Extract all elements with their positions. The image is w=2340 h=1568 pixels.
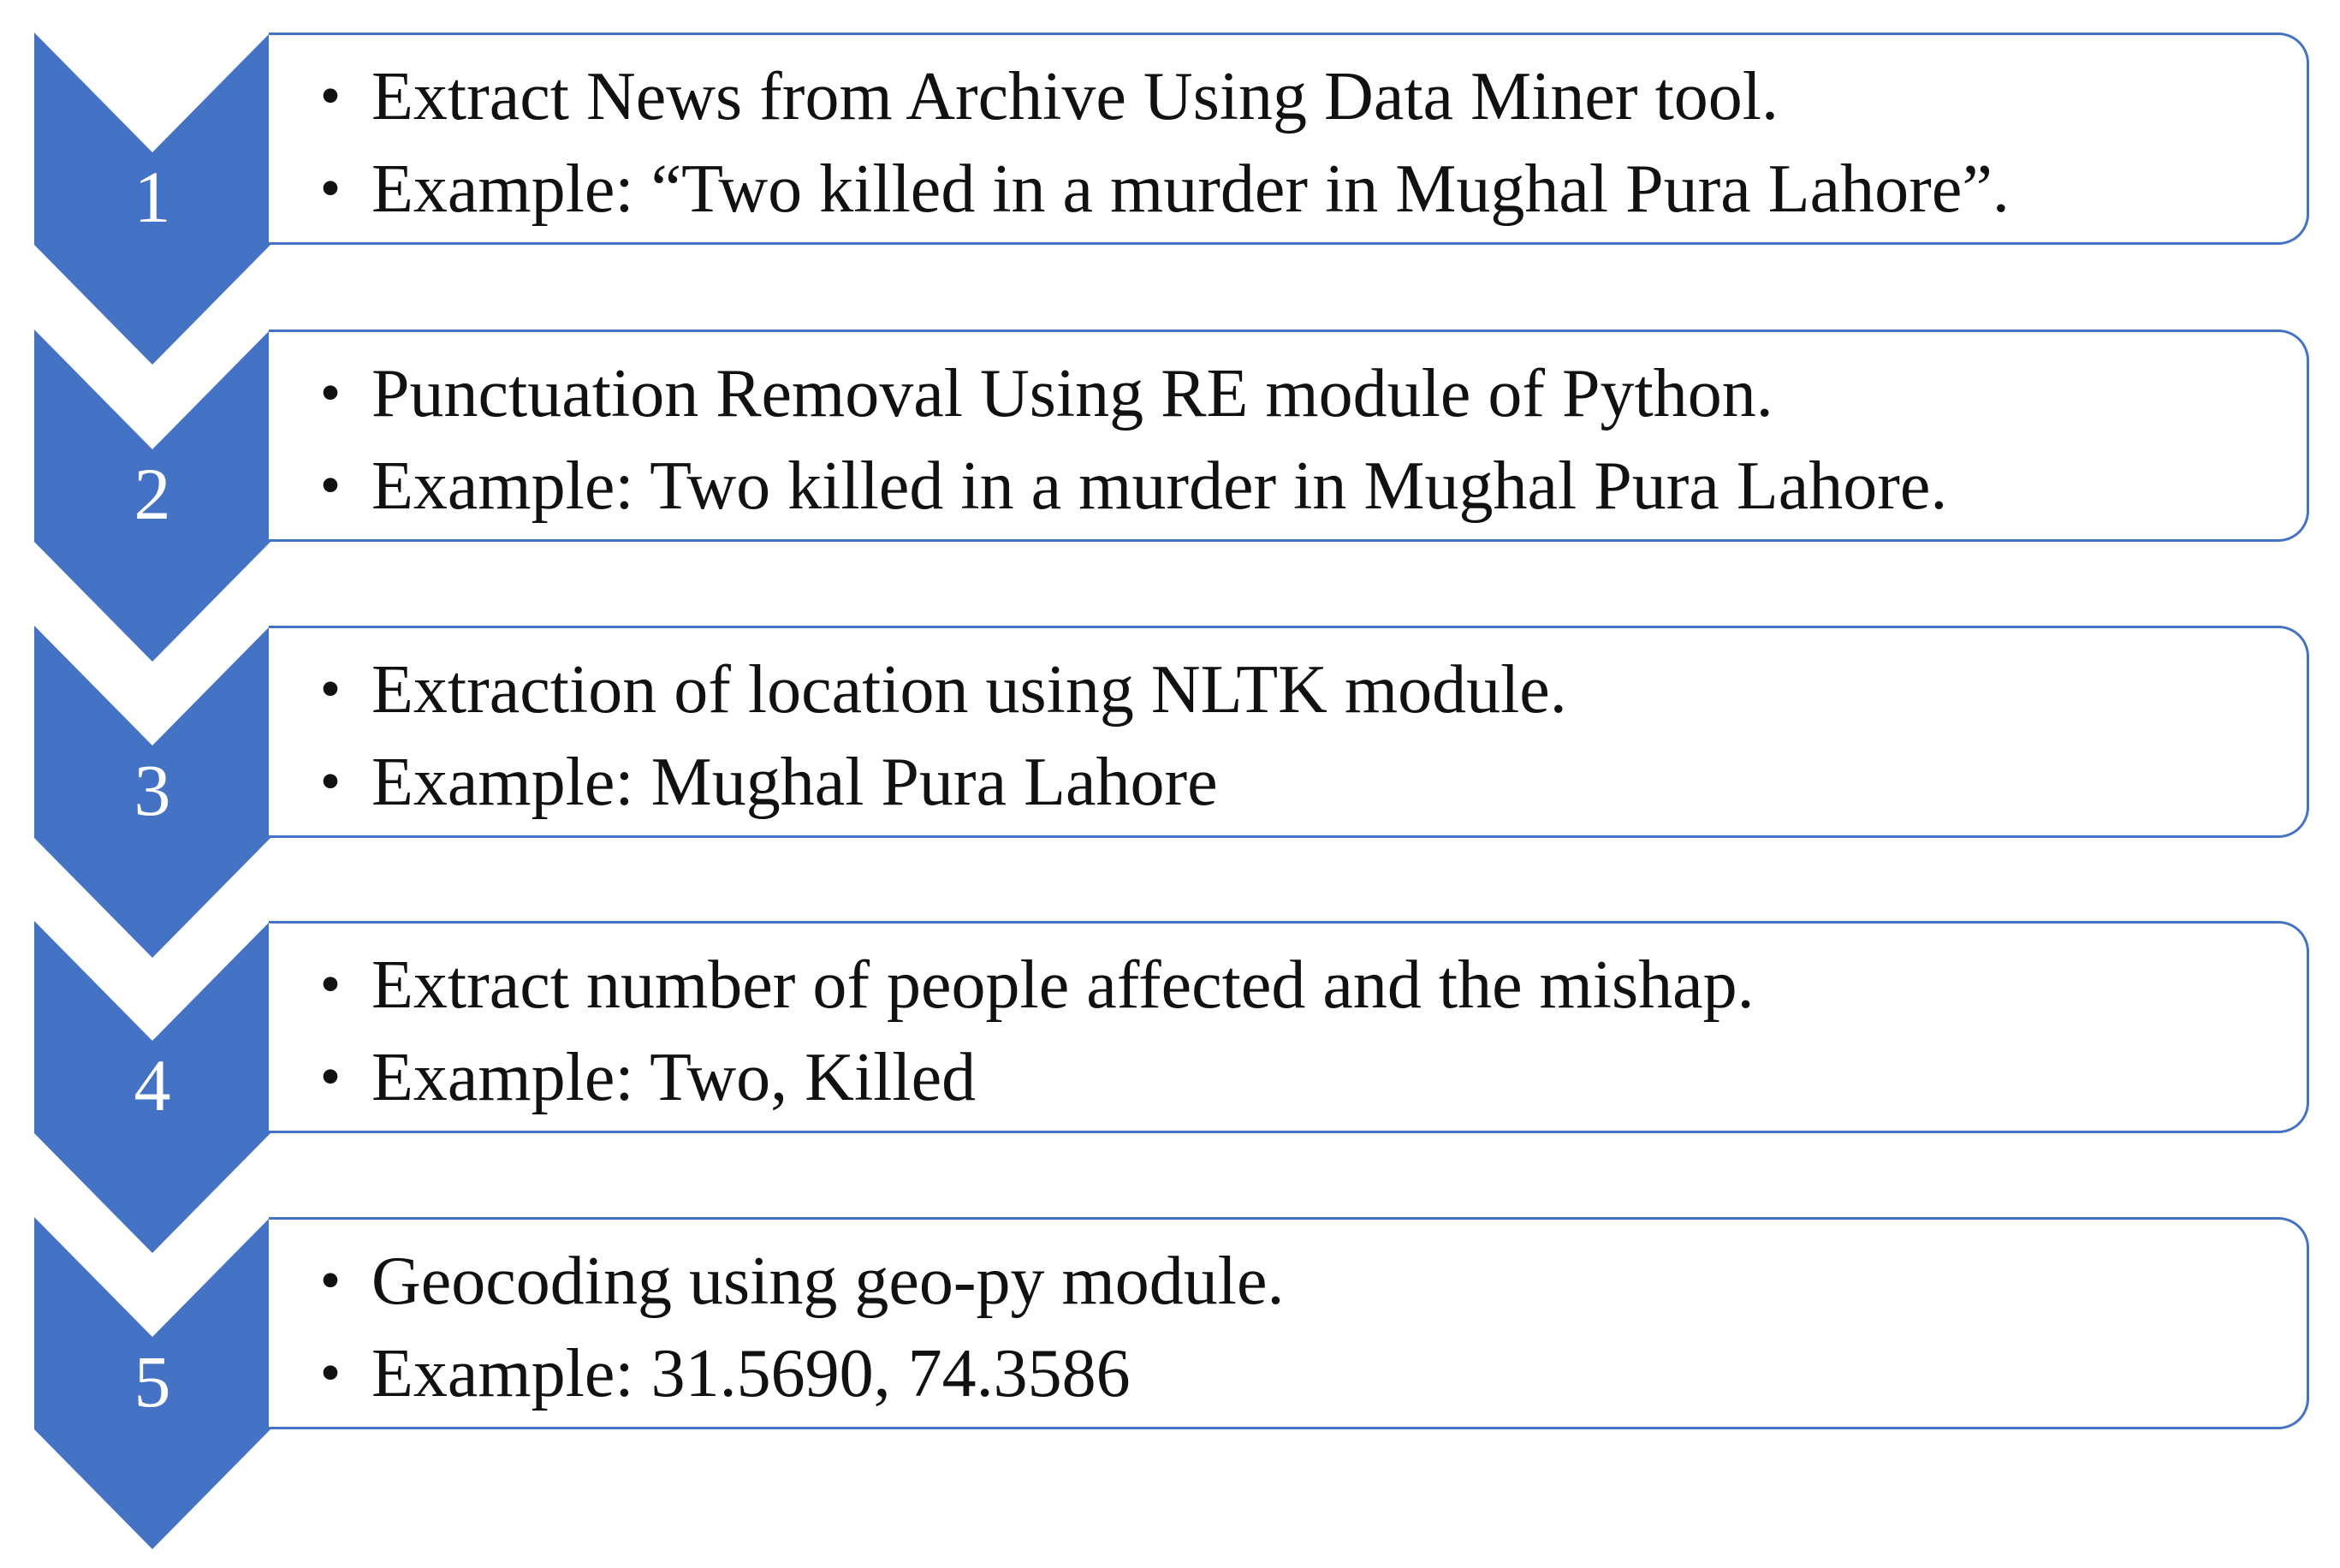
step-4-bullets: [312, 939, 1755, 1124]
step-1-bullet-2-text: Example: “Two killed in a murder in Mughal Pura Lahore”.: [371, 151, 2010, 227]
step-2-number: 2: [134, 453, 171, 535]
bullet-icon: •: [319, 656, 341, 722]
step-2-chevron: [34, 330, 270, 662]
step-1-bullet-2: [312, 143, 2010, 235]
bullet-icon: •: [319, 1248, 341, 1314]
step-2-bullet-1: [312, 347, 1947, 440]
step-3-bullet-2-text: Example: Mughal Pura Lahore: [371, 745, 1218, 820]
step-4-box: [269, 921, 2309, 1133]
step-3-bullets: [312, 644, 1567, 829]
bullet-icon: •: [319, 1044, 341, 1110]
bullet-icon: •: [319, 63, 341, 129]
step-4-bullet-2: [312, 1031, 1755, 1124]
step-4-number: 4: [134, 1044, 171, 1126]
step-3-bullet-1: [312, 644, 1567, 736]
step-5-bullets: [312, 1235, 1284, 1420]
bullet-icon: •: [319, 1340, 341, 1406]
step-2-bullet-1-text: Punctuation Removal Using RE module of Python.: [371, 356, 1773, 431]
bullet-icon: •: [319, 952, 341, 1018]
step-5-bullet-2-text: Example: 31.5690, 74.3586: [371, 1336, 1131, 1411]
step-3-bullet-1-text: Extraction of location using NLTK module.: [371, 652, 1567, 728]
step-4-bullet-1: [312, 939, 1755, 1031]
bullet-icon: •: [319, 360, 341, 426]
step-5-number: 5: [134, 1340, 171, 1422]
step-5-bullet-1-text: Geocoding using geo-py module.: [371, 1244, 1285, 1319]
step-4-bullet-1-text: Extract number of people affected and the mishap.: [371, 947, 1755, 1023]
bullet-icon: •: [319, 453, 341, 519]
step-5-bullet-2: [312, 1327, 1284, 1420]
bullet-icon: •: [319, 156, 341, 222]
step-1-number: 1: [134, 156, 171, 238]
step-2-box: [269, 330, 2309, 542]
step-4-bullet-2-text: Example: Two, Killed: [371, 1040, 977, 1115]
step-1-bullet-1-text: Extract News from Archive Using Data Miner tool.: [371, 59, 1779, 134]
step-3-box: [269, 626, 2309, 838]
step-3-bullet-2: [312, 736, 1567, 829]
step-5-box: [269, 1217, 2309, 1429]
step-1-box: [269, 33, 2309, 245]
step-1-bullets: [312, 50, 2010, 235]
step-3-number: 3: [134, 749, 171, 831]
step-2-bullet-2: [312, 440, 1947, 532]
step-1-chevron: [34, 33, 270, 365]
step-1-bullet-1: [312, 50, 2010, 143]
step-2-bullets: [312, 347, 1947, 532]
step-4-chevron: [34, 921, 270, 1253]
step-3-chevron: [34, 626, 270, 958]
step-2-bullet-2-text: Example: Two killed in a murder in Mughal Pura Lahore.: [371, 448, 1948, 524]
bullet-icon: •: [319, 749, 341, 815]
step-5-chevron: [34, 1217, 270, 1549]
step-5-bullet-1: [312, 1235, 1284, 1327]
